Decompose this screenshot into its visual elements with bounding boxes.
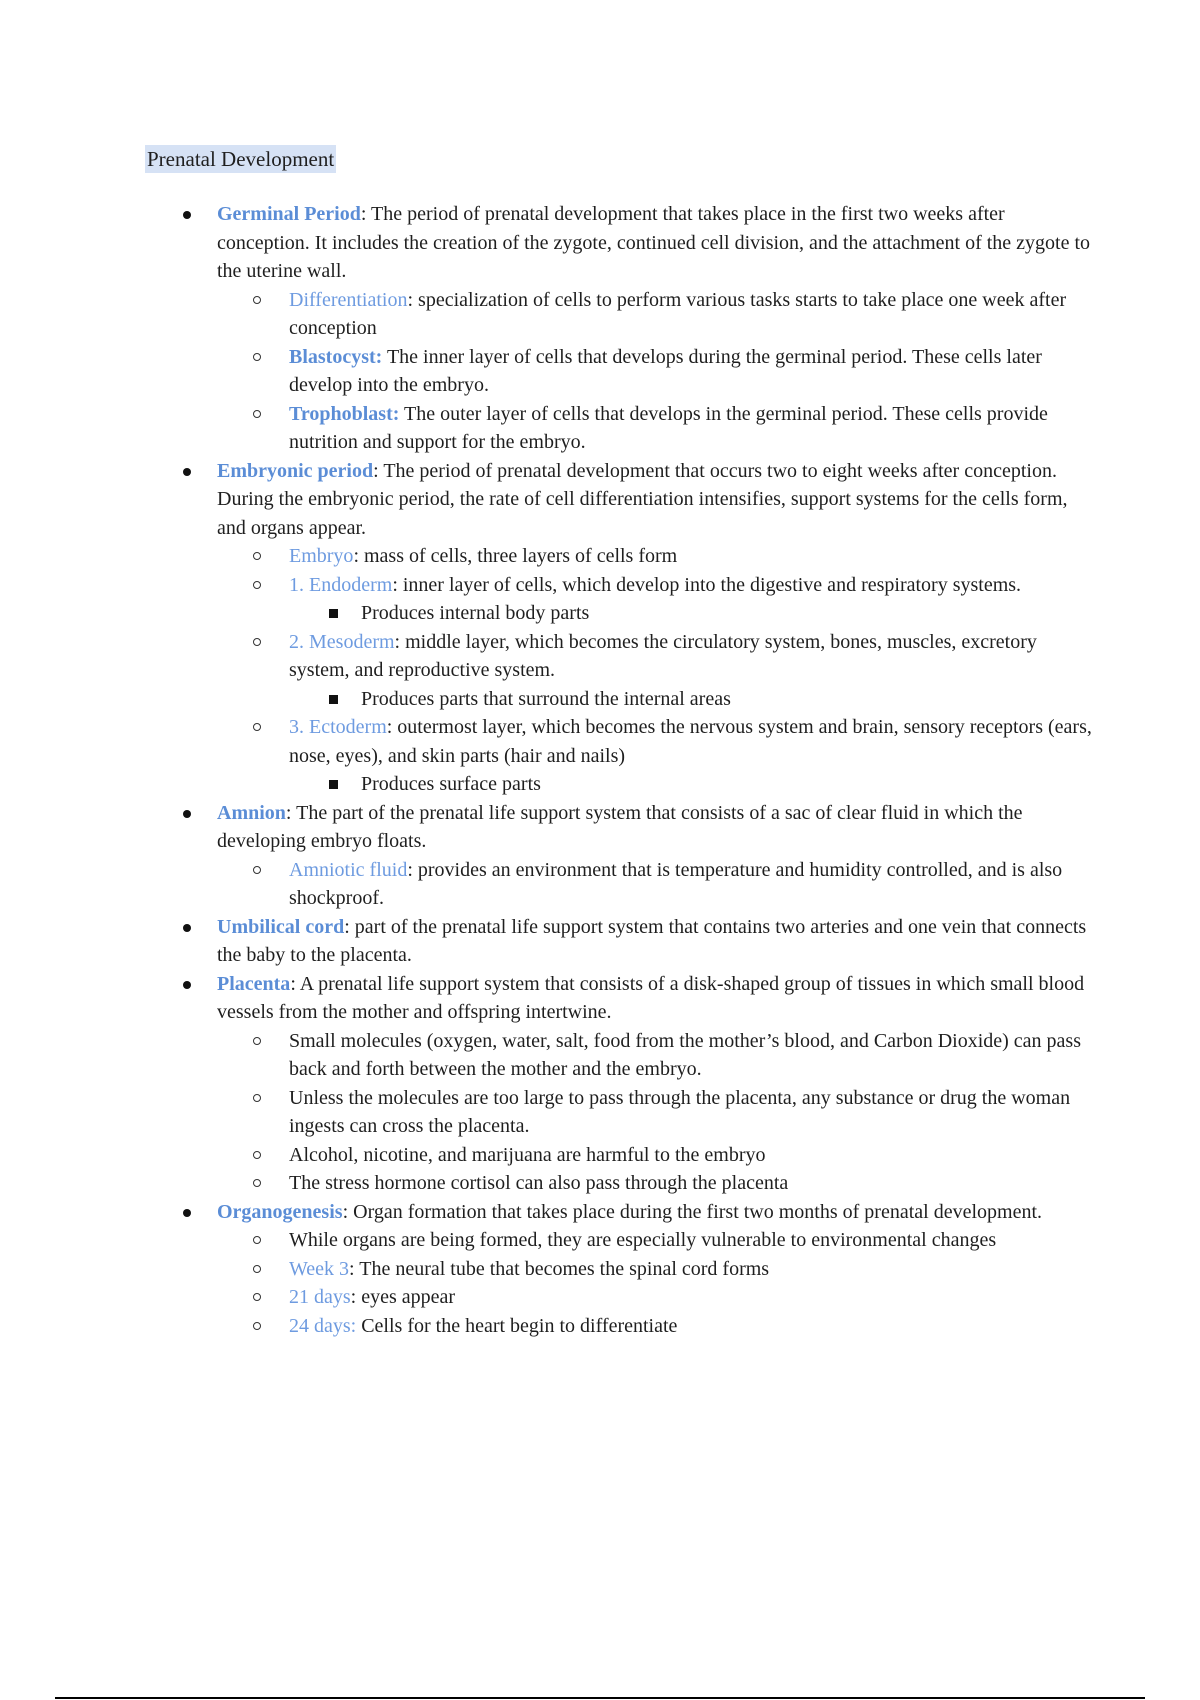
sub-item-trophoblast xyxy=(217,400,1095,457)
sub-item-24-days xyxy=(217,1312,1095,1341)
sub-item-amniotic-fluid xyxy=(217,856,1095,913)
sub-item-placenta-1: Small molecules (oxygen, water, salt, food from the mother’s blood, and Carbon Dioxide) can pass back and forth between the mother and the embryo. xyxy=(217,1027,1095,1084)
term-endoderm: 1. Endoderm xyxy=(289,573,393,596)
term-umbilical-cord: Umbilical cord xyxy=(217,915,345,938)
definition-placenta: : A prenatal life support system that consists of a disk-shaped group of tissues in which small blood vessels from the mother and offspring intertwine. xyxy=(217,972,1085,1023)
definition-umbilical-cord: : part of the prenatal life support system that contains two arteries and one vein that connects the baby to the placenta. xyxy=(217,915,1087,966)
definition-differentiation: : specialization of cells to perform various tasks starts to take place one week after conception xyxy=(289,288,1067,339)
note-endoderm: Produces internal body parts xyxy=(289,599,1095,628)
term-mesoderm: 2. Mesoderm xyxy=(289,630,395,653)
sub-item-embryo xyxy=(217,542,1095,571)
term-24-days: 24 days: xyxy=(289,1314,357,1337)
term-embryonic-period: Embryonic period xyxy=(217,459,374,482)
definition-organogenesis: : Organ formation that takes place during the first two months of prenatal development. xyxy=(342,1200,1043,1223)
term-germinal-period: Germinal Period xyxy=(217,203,361,225)
list-item-umbilical-cord xyxy=(145,913,1095,970)
term-21-days: 21 days xyxy=(289,1286,351,1308)
term-embryo: Embryo xyxy=(289,545,354,567)
sub-item-placenta-2: Unless the molecules are too large to pass through the placenta, any substance or drug the woman ingests can cross the placenta. xyxy=(217,1084,1095,1141)
embryonic-sublist xyxy=(217,542,1095,799)
ectoderm-sublist xyxy=(289,770,1095,799)
main-list xyxy=(145,200,1095,1340)
term-organogenesis: Organogenesis xyxy=(217,1200,343,1223)
definition-amniotic-fluid: : provides an environment that is temperature and humidity controlled, and is also shockproof. xyxy=(289,858,1063,909)
definition-amnion: : The part of the prenatal life support system that consists of a sac of clear fluid in which the developing embryo floats. xyxy=(217,801,1023,852)
term-trophoblast: Trophoblast: xyxy=(289,402,400,425)
sub-item-placenta-3: Alcohol, nicotine, and marijuana are harmful to the embryo xyxy=(217,1141,1095,1170)
sub-item-endoderm xyxy=(217,571,1095,628)
sub-item-mesoderm xyxy=(217,628,1095,714)
term-ectoderm: 3. Ectoderm xyxy=(289,716,387,738)
list-item-germinal xyxy=(145,200,1095,457)
term-week-3: Week 3 xyxy=(289,1257,350,1280)
definition-germinal-period: : The period of prenatal development that takes place in the first two weeks after conception. It includes the creation of the zygote, continued cell division, and the attachment of the zygote to the uterine wall. xyxy=(217,203,1091,282)
definition-21-days: : eyes appear xyxy=(350,1286,456,1308)
note-ectoderm: Produces surface parts xyxy=(289,770,1095,799)
placenta-sublist xyxy=(217,1027,1095,1198)
sub-item-ectoderm xyxy=(217,713,1095,799)
page-title: Prenatal Development xyxy=(147,147,335,171)
page-bottom-rule xyxy=(55,1697,1145,1699)
definition-embryo: : mass of cells, three layers of cells form xyxy=(353,545,678,567)
list-item-placenta xyxy=(145,970,1095,1198)
term-amniotic-fluid: Amniotic fluid xyxy=(289,858,408,881)
term-placenta: Placenta xyxy=(217,972,291,995)
definition-ectoderm: : outermost layer, which becomes the nervous system and brain, sensory receptors (ears, nose, eyes), and skin parts (hair and nails) xyxy=(289,716,1092,767)
definition-mesoderm: : middle layer, which becomes the circulatory system, bones, muscles, excretory system, and reproductive system. xyxy=(289,630,1037,681)
sub-item-placenta-4: The stress hormone cortisol can also pass through the placenta xyxy=(217,1169,1095,1198)
definition-week-3: : The neural tube that becomes the spinal cord forms xyxy=(349,1257,770,1280)
germinal-sublist xyxy=(217,286,1095,457)
term-blastocyst: Blastocyst: xyxy=(289,345,383,368)
sub-item-21-days xyxy=(217,1283,1095,1312)
list-item-embryonic xyxy=(145,457,1095,799)
term-amnion: Amnion xyxy=(217,801,286,824)
definition-embryonic-period: : The period of prenatal development that occurs two to eight weeks after conception. During the embryonic period, the rate of cell differentiation intensifies, support systems for the cells form, and organs appear. xyxy=(217,459,1068,539)
definition-blastocyst: The inner layer of cells that develops during the germinal period. These cells later develop into the embryo. xyxy=(289,345,1042,396)
sub-item-differentiation xyxy=(217,286,1095,343)
definition-24-days: Cells for the heart begin to differentiate xyxy=(356,1314,678,1337)
organogenesis-sublist xyxy=(217,1226,1095,1340)
definition-endoderm: : inner layer of cells, which develop into the digestive and respiratory systems. xyxy=(392,573,1022,596)
list-item-amnion xyxy=(145,799,1095,913)
definition-trophoblast: The outer layer of cells that develops in the germinal period. These cells provide nutrition and support for the embryo. xyxy=(289,402,1048,453)
endoderm-sublist xyxy=(289,599,1095,628)
list-item-organogenesis xyxy=(145,1198,1095,1341)
amnion-sublist xyxy=(217,856,1095,913)
sub-item-week-3 xyxy=(217,1255,1095,1284)
notes-body xyxy=(145,200,1095,1340)
mesoderm-sublist xyxy=(289,685,1095,714)
sub-item-vulnerable: While organs are being formed, they are especially vulnerable to environmental changes xyxy=(217,1226,1095,1255)
note-mesoderm: Produces parts that surround the internal areas xyxy=(289,685,1095,714)
term-differentiation: Differentiation xyxy=(289,288,408,311)
sub-item-blastocyst xyxy=(217,343,1095,400)
